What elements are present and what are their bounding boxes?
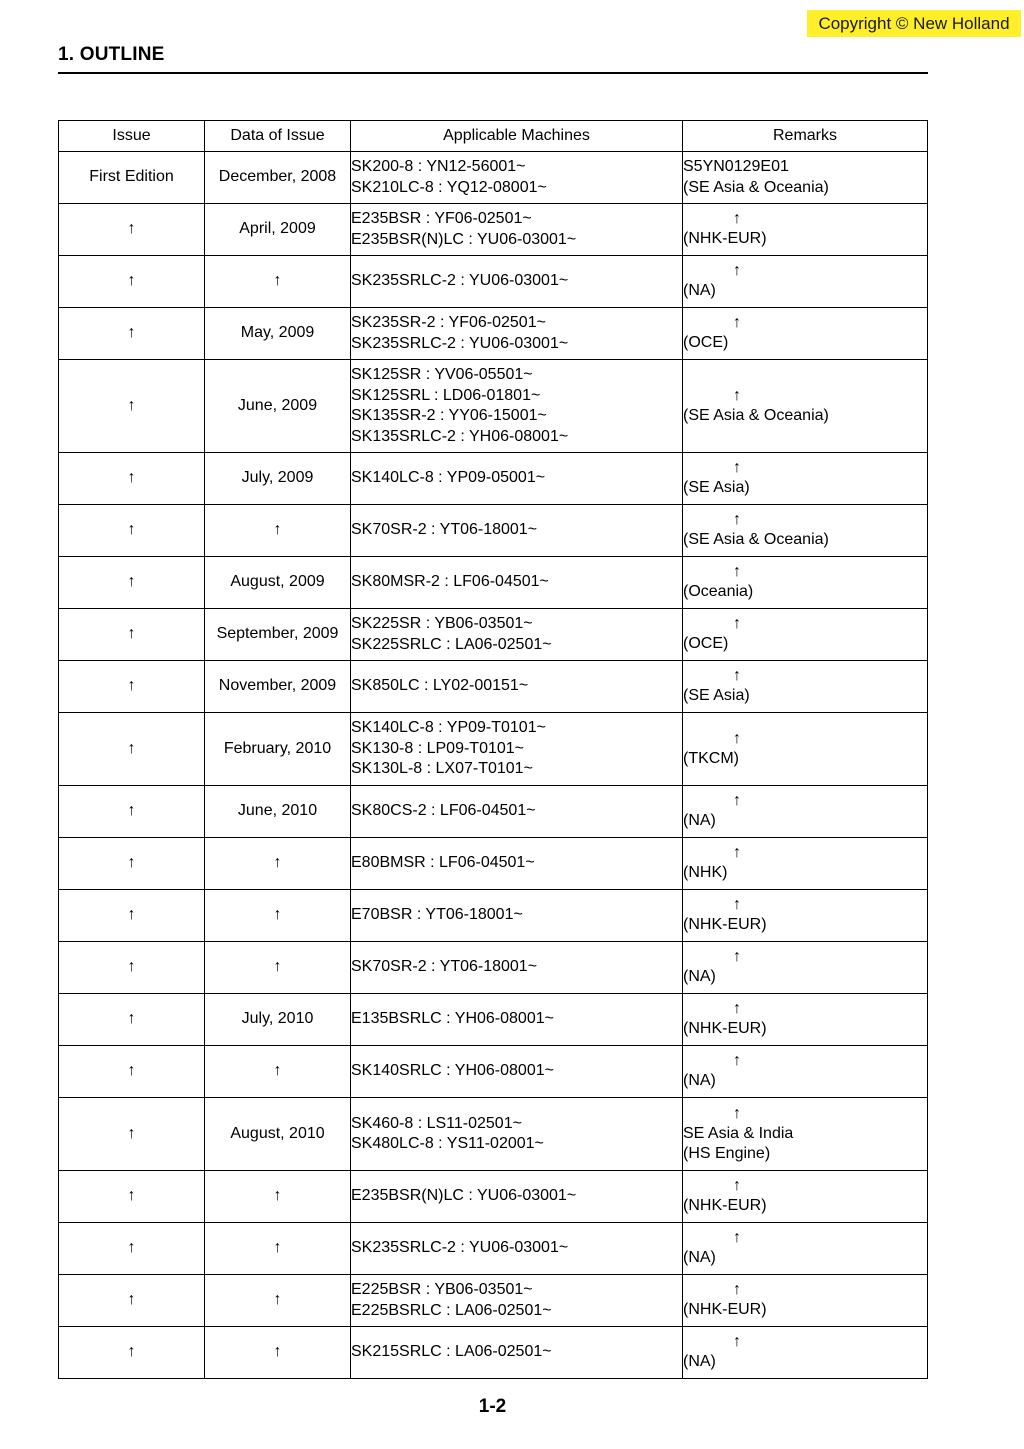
cell-applicable-machines [351, 152, 683, 204]
ditto-arrow-icon: ↑ [733, 1052, 741, 1070]
machine-entry: E80BMSR : LF06-04501~ [351, 854, 535, 872]
machine-entry: E70BSR : YT06-18001~ [351, 906, 523, 924]
cell-date-of-issue: ↑ [205, 838, 351, 890]
machine-entry: SK70SR-2 : YT06-18001~ [351, 521, 538, 539]
ditto-arrow-icon: ↑ [733, 1000, 741, 1018]
cell-issue: ↑ [59, 256, 205, 308]
table-row [59, 1098, 928, 1171]
cell-applicable-machines [351, 505, 683, 557]
cell-date-of-issue: ↑ [205, 942, 351, 994]
remark-text: (NHK-EUR) [683, 1197, 767, 1215]
machine-entry: SK140LC-8 : YP09-T0101~ [351, 719, 546, 737]
cell-remarks [683, 152, 928, 204]
remark-text: (TKCM) [683, 749, 739, 767]
cell-date-of-issue: ↑ [205, 890, 351, 942]
remark-text: S5YN0129E01 [683, 158, 789, 175]
cell-issue: ↑ [59, 890, 205, 942]
cell-remarks [683, 661, 928, 713]
cell-applicable-machines [351, 609, 683, 661]
cell-applicable-machines [351, 1327, 683, 1379]
cell-remarks [683, 360, 928, 453]
cell-date-of-issue: August, 2009 [205, 557, 351, 609]
machine-entry: SK125SR : YV06-05501~ [351, 366, 533, 383]
cell-applicable-machines [351, 838, 683, 890]
cell-issue: ↑ [59, 609, 205, 661]
table-row [59, 1327, 928, 1379]
table-row [59, 308, 928, 360]
cell-applicable-machines [351, 890, 683, 942]
cell-issue: ↑ [59, 505, 205, 557]
cell-date-of-issue: August, 2010 [205, 1098, 351, 1171]
page-number: 1-2 [478, 1396, 507, 1417]
cell-issue: ↑ [59, 308, 205, 360]
ditto-arrow-icon: ↑ [733, 314, 741, 332]
copyright-label: Copyright © New Holland [807, 10, 1021, 37]
machine-entry: SK140LC-8 : YP09-05001~ [351, 469, 546, 487]
remark-text: (NHK-EUR) [683, 230, 767, 248]
machine-entry: E225BSRLC : LA06-02501~ [351, 1301, 552, 1319]
machine-entry: SK80CS-2 : LF06-04501~ [351, 802, 536, 820]
cell-remarks [683, 838, 928, 890]
ditto-arrow-icon: ↑ [733, 386, 741, 404]
table-row [59, 557, 928, 609]
remark-text: (OCE) [683, 635, 729, 653]
table-row [59, 256, 928, 308]
cell-date-of-issue: June, 2009 [205, 360, 351, 453]
machine-entry: SK135SR-2 : YY06-15001~ [351, 407, 547, 424]
cell-applicable-machines [351, 308, 683, 360]
cell-remarks [683, 557, 928, 609]
cell-applicable-machines [351, 661, 683, 713]
remark-text: (Oceania) [683, 583, 754, 601]
remark-text: (NHK) [683, 864, 728, 882]
cell-date-of-issue: May, 2009 [205, 308, 351, 360]
ditto-arrow-icon: ↑ [733, 792, 741, 810]
cell-remarks [683, 1046, 928, 1098]
ditto-arrow-icon: ↑ [733, 1229, 741, 1247]
cell-remarks [683, 1098, 928, 1171]
cell-applicable-machines [351, 1046, 683, 1098]
machine-entry: E235BSR(N)LC : YU06-03001~ [351, 230, 577, 248]
cell-issue: ↑ [59, 1327, 205, 1379]
cell-issue: ↑ [59, 942, 205, 994]
machine-entry: SK140SRLC : YH06-08001~ [351, 1062, 554, 1080]
cell-issue: First Edition [59, 152, 205, 204]
machine-entry: SK235SR-2 : YF06-02501~ [351, 314, 546, 331]
cell-applicable-machines [351, 453, 683, 505]
machine-entry: SK80MSR-2 : LF06-04501~ [351, 573, 549, 591]
ditto-arrow-icon: ↑ [733, 1281, 741, 1299]
machine-entry: SK225SRLC : LA06-02501~ [351, 635, 552, 653]
cell-date-of-issue: ↑ [205, 1275, 351, 1327]
cell-issue: ↑ [59, 838, 205, 890]
remark-text: (NA) [683, 812, 716, 830]
remark-text: (SE Asia & Oceania) [683, 178, 829, 196]
machine-entry: SK850LC : LY02-00151~ [351, 677, 529, 695]
table-row [59, 890, 928, 942]
column-header-applicable-machines: Applicable Machines [351, 121, 683, 152]
ditto-arrow-icon: ↑ [733, 667, 741, 685]
cell-applicable-machines [351, 786, 683, 838]
cell-date-of-issue: ↑ [205, 1327, 351, 1379]
table-header-row [59, 121, 928, 152]
cell-remarks [683, 994, 928, 1046]
remark-text: (NHK-EUR) [683, 1301, 767, 1319]
cell-date-of-issue: ↑ [205, 1223, 351, 1275]
column-header-issue: Issue [59, 121, 205, 152]
cell-applicable-machines [351, 1098, 683, 1171]
cell-remarks [683, 786, 928, 838]
cell-date-of-issue: June, 2010 [205, 786, 351, 838]
ditto-arrow-icon: ↑ [733, 210, 741, 228]
outline-table [58, 120, 928, 1379]
cell-date-of-issue: ↑ [205, 1171, 351, 1223]
machine-entry: SK70SR-2 : YT06-18001~ [351, 958, 538, 976]
table-body [59, 152, 928, 1379]
table-row [59, 838, 928, 890]
machine-entry: SK130L-8 : LX07-T0101~ [351, 760, 533, 778]
cell-date-of-issue: September, 2009 [205, 609, 351, 661]
heading-rule [58, 72, 928, 74]
cell-remarks [683, 609, 928, 661]
table-row [59, 453, 928, 505]
remark-text: (NA) [683, 1249, 716, 1267]
cell-remarks [683, 1327, 928, 1379]
cell-applicable-machines [351, 994, 683, 1046]
machine-entry: SK460-8 : LS11-02501~ [351, 1114, 522, 1132]
remark-text: (HS Engine) [683, 1145, 771, 1162]
machine-entry: SK200-8 : YN12-56001~ [351, 158, 526, 175]
cell-applicable-machines [351, 557, 683, 609]
table-row [59, 994, 928, 1046]
table-row [59, 204, 928, 256]
remark-text: (NA) [683, 1353, 716, 1371]
remark-text: (NHK-EUR) [683, 1020, 767, 1038]
cell-remarks [683, 256, 928, 308]
table-row [59, 786, 928, 838]
ditto-arrow-icon: ↑ [733, 844, 741, 862]
remark-text: (OCE) [683, 334, 729, 352]
machine-entry: E235BSR : YF06-02501~ [351, 210, 532, 227]
cell-date-of-issue: April, 2009 [205, 204, 351, 256]
table-row [59, 609, 928, 661]
table-row [59, 1223, 928, 1275]
ditto-arrow-icon: ↑ [733, 511, 741, 529]
cell-issue: ↑ [59, 1275, 205, 1327]
cell-remarks [683, 453, 928, 505]
ditto-arrow-icon: ↑ [733, 948, 741, 966]
remark-text: (NHK-EUR) [683, 916, 767, 934]
cell-issue: ↑ [59, 786, 205, 838]
machine-entry: E225BSR : YB06-03501~ [351, 1281, 533, 1298]
cell-issue: ↑ [59, 994, 205, 1046]
cell-date-of-issue: ↑ [205, 256, 351, 308]
table-row [59, 1171, 928, 1223]
ditto-arrow-icon: ↑ [733, 459, 741, 477]
cell-applicable-machines [351, 1275, 683, 1327]
cell-issue: ↑ [59, 1098, 205, 1171]
cell-issue: ↑ [59, 453, 205, 505]
cell-applicable-machines [351, 942, 683, 994]
cell-remarks [683, 1171, 928, 1223]
cell-date-of-issue: November, 2009 [205, 661, 351, 713]
machine-entry: SK235SRLC-2 : YU06-03001~ [351, 1239, 569, 1257]
table-row [59, 942, 928, 994]
cell-issue: ↑ [59, 1046, 205, 1098]
ditto-arrow-icon: ↑ [733, 896, 741, 914]
cell-issue: ↑ [59, 204, 205, 256]
ditto-arrow-icon: ↑ [733, 729, 741, 747]
cell-applicable-machines [351, 1171, 683, 1223]
cell-date-of-issue: July, 2010 [205, 994, 351, 1046]
remark-text: (NA) [683, 282, 716, 300]
remark-text: (SE Asia) [683, 687, 750, 705]
cell-date-of-issue: ↑ [205, 505, 351, 557]
table-row [59, 1275, 928, 1327]
machine-entry: SK125SRL : LD06-01801~ [351, 386, 541, 404]
machine-entry: SK235SRLC-2 : YU06-03001~ [351, 272, 569, 290]
table-row [59, 360, 928, 453]
cell-date-of-issue: February, 2010 [205, 713, 351, 786]
machine-entry: SK480LC-8 : YS11-02001~ [351, 1135, 544, 1152]
ditto-arrow-icon: ↑ [733, 1333, 741, 1351]
cell-date-of-issue: ↑ [205, 1046, 351, 1098]
machine-entry: SK135SRLC-2 : YH06-08001~ [351, 427, 569, 445]
table-row [59, 713, 928, 786]
cell-date-of-issue: July, 2009 [205, 453, 351, 505]
cell-issue: ↑ [59, 1171, 205, 1223]
cell-remarks [683, 713, 928, 786]
cell-remarks [683, 890, 928, 942]
remark-text: (NA) [683, 1072, 716, 1090]
cell-applicable-machines [351, 204, 683, 256]
cell-remarks [683, 1223, 928, 1275]
cell-issue: ↑ [59, 360, 205, 453]
table-row [59, 1046, 928, 1098]
ditto-arrow-icon: ↑ [733, 1104, 741, 1122]
cell-issue: ↑ [59, 713, 205, 786]
machine-entry: SK210LC-8 : YQ12-08001~ [351, 178, 547, 196]
cell-remarks [683, 505, 928, 557]
section-heading: 1. OUTLINE [58, 44, 165, 65]
cell-issue: ↑ [59, 557, 205, 609]
machine-entry: E135BSRLC : YH06-08001~ [351, 1010, 554, 1028]
table-row [59, 661, 928, 713]
machine-entry: SK235SRLC-2 : YU06-03001~ [351, 334, 569, 352]
machine-entry: SK215SRLC : LA06-02501~ [351, 1343, 552, 1361]
cell-issue: ↑ [59, 1223, 205, 1275]
table-row [59, 505, 928, 557]
cell-applicable-machines [351, 360, 683, 453]
machine-entry: SK130-8 : LP09-T0101~ [351, 739, 525, 757]
machine-entry: E235BSR(N)LC : YU06-03001~ [351, 1187, 577, 1205]
remark-text: (SE Asia & Oceania) [683, 531, 829, 549]
remark-text: (SE Asia & Oceania) [683, 406, 829, 424]
ditto-arrow-icon: ↑ [733, 563, 741, 581]
cell-remarks [683, 204, 928, 256]
cell-applicable-machines [351, 713, 683, 786]
cell-remarks [683, 308, 928, 360]
ditto-arrow-icon: ↑ [733, 1177, 741, 1195]
remark-text: (NA) [683, 968, 716, 986]
cell-remarks [683, 942, 928, 994]
ditto-arrow-icon: ↑ [733, 615, 741, 633]
cell-remarks [683, 1275, 928, 1327]
cell-date-of-issue: December, 2008 [205, 152, 351, 204]
remark-text: (SE Asia) [683, 479, 750, 497]
cell-issue: ↑ [59, 661, 205, 713]
remark-text: SE Asia & India [683, 1124, 794, 1142]
column-header-remarks: Remarks [683, 121, 928, 152]
column-header-date-of-issue: Data of Issue [205, 121, 351, 152]
machine-entry: SK225SR : YB06-03501~ [351, 615, 533, 632]
table-row [59, 152, 928, 204]
cell-applicable-machines [351, 256, 683, 308]
cell-applicable-machines [351, 1223, 683, 1275]
ditto-arrow-icon: ↑ [733, 262, 741, 280]
